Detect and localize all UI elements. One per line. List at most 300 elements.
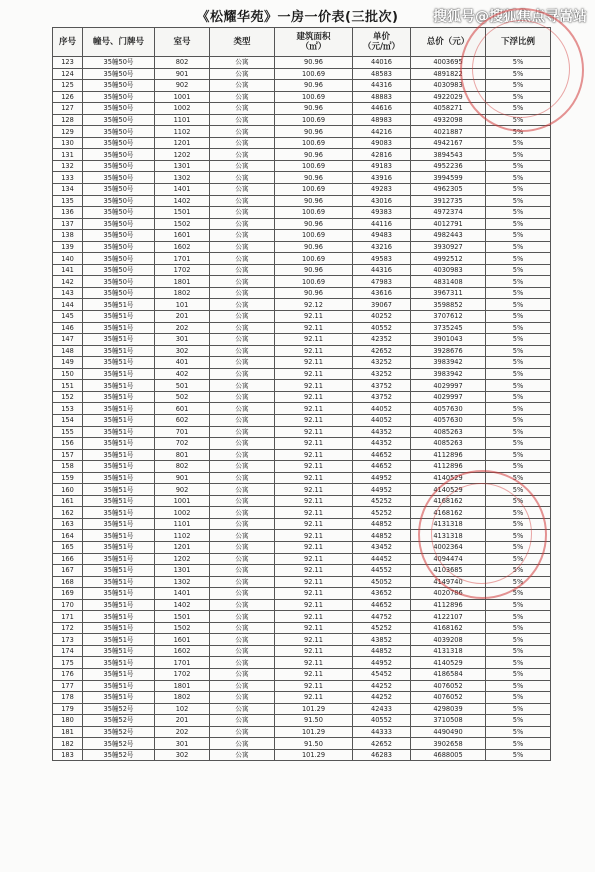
- cell-unit-price: 44252: [353, 692, 411, 704]
- cell-total-price: 4932098: [411, 114, 486, 126]
- table-row: [53, 518, 551, 530]
- cell-type: 公寓: [210, 322, 275, 334]
- cell-room: 302: [155, 345, 210, 357]
- cell-seq: 169: [53, 588, 83, 600]
- cell-seq: 173: [53, 634, 83, 646]
- cell-type: 公寓: [210, 495, 275, 507]
- cell-total-price: 4021887: [411, 126, 486, 138]
- cell-type: 公寓: [210, 149, 275, 161]
- cell-discount: 5%: [486, 137, 551, 149]
- cell-room: 1001: [155, 495, 210, 507]
- table-row: [53, 668, 551, 680]
- cell-area: 92.11: [275, 507, 353, 519]
- cell-discount: 5%: [486, 380, 551, 392]
- cell-building: 35幢51号: [83, 507, 155, 519]
- table-row: [53, 680, 551, 692]
- cell-type: 公寓: [210, 715, 275, 727]
- cell-area: 100.69: [275, 253, 353, 265]
- cell-type: 公寓: [210, 218, 275, 230]
- cell-unit-price: 44352: [353, 438, 411, 450]
- cell-type: 公寓: [210, 184, 275, 196]
- cell-unit-price: 43616: [353, 287, 411, 299]
- table-row: [53, 160, 551, 172]
- cell-total-price: 4298039: [411, 703, 486, 715]
- cell-total-price: 4140529: [411, 657, 486, 669]
- header-seq: 序号: [53, 28, 83, 57]
- cell-seq: 165: [53, 541, 83, 553]
- table-row: [53, 403, 551, 415]
- cell-building: 35幢51号: [83, 299, 155, 311]
- cell-area: 92.11: [275, 622, 353, 634]
- cell-building: 35幢50号: [83, 160, 155, 172]
- cell-building: 35幢50号: [83, 230, 155, 242]
- cell-type: 公寓: [210, 403, 275, 415]
- cell-seq: 162: [53, 507, 83, 519]
- cell-seq: 133: [53, 172, 83, 184]
- cell-room: 1501: [155, 207, 210, 219]
- cell-type: 公寓: [210, 357, 275, 369]
- cell-type: 公寓: [210, 391, 275, 403]
- cell-type: 公寓: [210, 368, 275, 380]
- cell-unit-price: 39067: [353, 299, 411, 311]
- cell-discount: 5%: [486, 414, 551, 426]
- cell-seq: 176: [53, 668, 83, 680]
- cell-seq: 156: [53, 438, 83, 450]
- cell-type: 公寓: [210, 518, 275, 530]
- cell-building: 35幢50号: [83, 68, 155, 80]
- cell-seq: 140: [53, 253, 83, 265]
- cell-room: 501: [155, 380, 210, 392]
- cell-discount: 5%: [486, 149, 551, 161]
- cell-building: 35幢50号: [83, 287, 155, 299]
- cell-building: 35幢50号: [83, 253, 155, 265]
- cell-unit-price: 44752: [353, 611, 411, 623]
- cell-building: 35幢51号: [83, 576, 155, 588]
- table-row: [53, 91, 551, 103]
- cell-room: 1601: [155, 230, 210, 242]
- cell-area: 92.11: [275, 391, 353, 403]
- cell-type: 公寓: [210, 57, 275, 69]
- cell-unit-price: 45252: [353, 495, 411, 507]
- cell-building: 35幢50号: [83, 218, 155, 230]
- cell-unit-price: 44952: [353, 484, 411, 496]
- cell-total-price: 3994599: [411, 172, 486, 184]
- cell-total-price: 4003695: [411, 57, 486, 69]
- cell-seq: 152: [53, 391, 83, 403]
- cell-area: 92.11: [275, 461, 353, 473]
- cell-building: 35幢51号: [83, 322, 155, 334]
- cell-unit-price: 44333: [353, 726, 411, 738]
- cell-area: 90.96: [275, 149, 353, 161]
- cell-discount: 5%: [486, 472, 551, 484]
- cell-type: 公寓: [210, 264, 275, 276]
- cell-seq: 132: [53, 160, 83, 172]
- cell-total-price: 4149740: [411, 576, 486, 588]
- cell-total-price: 4085263: [411, 426, 486, 438]
- header-discount: 下浮比例: [486, 28, 551, 57]
- cell-area: 100.69: [275, 207, 353, 219]
- cell-seq: 123: [53, 57, 83, 69]
- cell-room: 1401: [155, 184, 210, 196]
- cell-building: 35幢51号: [83, 357, 155, 369]
- cell-type: 公寓: [210, 207, 275, 219]
- cell-room: 801: [155, 449, 210, 461]
- cell-room: 1602: [155, 241, 210, 253]
- cell-building: 35幢50号: [83, 91, 155, 103]
- cell-seq: 137: [53, 218, 83, 230]
- cell-discount: 5%: [486, 403, 551, 415]
- cell-room: 1801: [155, 276, 210, 288]
- cell-total-price: 3707612: [411, 311, 486, 323]
- cell-seq: 134: [53, 184, 83, 196]
- cell-discount: 5%: [486, 530, 551, 542]
- table-row: [53, 438, 551, 450]
- cell-total-price: 3902658: [411, 738, 486, 750]
- cell-seq: 154: [53, 414, 83, 426]
- header-room: 室号: [155, 28, 210, 57]
- cell-area: 92.11: [275, 668, 353, 680]
- cell-unit-price: 44316: [353, 264, 411, 276]
- cell-unit-price: 44952: [353, 657, 411, 669]
- cell-type: 公寓: [210, 484, 275, 496]
- cell-discount: 5%: [486, 426, 551, 438]
- cell-total-price: 4490490: [411, 726, 486, 738]
- cell-building: 35幢51号: [83, 645, 155, 657]
- cell-seq: 180: [53, 715, 83, 727]
- table-row: [53, 126, 551, 138]
- cell-room: 1201: [155, 541, 210, 553]
- cell-unit-price: 45452: [353, 668, 411, 680]
- cell-area: 90.96: [275, 241, 353, 253]
- cell-building: 35幢52号: [83, 738, 155, 750]
- table-row: [53, 588, 551, 600]
- cell-building: 35幢52号: [83, 726, 155, 738]
- cell-discount: 5%: [486, 495, 551, 507]
- cell-building: 35幢51号: [83, 403, 155, 415]
- cell-area: 92.11: [275, 426, 353, 438]
- cell-unit-price: 44652: [353, 599, 411, 611]
- cell-discount: 5%: [486, 311, 551, 323]
- cell-unit-price: 42352: [353, 334, 411, 346]
- cell-area: 90.96: [275, 195, 353, 207]
- cell-room: 1402: [155, 599, 210, 611]
- cell-building: 35幢51号: [83, 599, 155, 611]
- cell-area: 92.11: [275, 634, 353, 646]
- cell-type: 公寓: [210, 287, 275, 299]
- cell-building: 35幢50号: [83, 149, 155, 161]
- table-row: [53, 530, 551, 542]
- table-row: [53, 195, 551, 207]
- cell-total-price: 4085263: [411, 438, 486, 450]
- cell-room: 901: [155, 68, 210, 80]
- cell-type: 公寓: [210, 195, 275, 207]
- table-row: [53, 495, 551, 507]
- cell-discount: 5%: [486, 126, 551, 138]
- cell-total-price: 4029997: [411, 380, 486, 392]
- cell-discount: 5%: [486, 195, 551, 207]
- cell-room: 301: [155, 334, 210, 346]
- cell-building: 35幢51号: [83, 380, 155, 392]
- cell-discount: 5%: [486, 299, 551, 311]
- cell-seq: 170: [53, 599, 83, 611]
- cell-building: 35幢51号: [83, 541, 155, 553]
- table-row: [53, 380, 551, 392]
- cell-discount: 5%: [486, 345, 551, 357]
- cell-total-price: 4131318: [411, 530, 486, 542]
- cell-type: 公寓: [210, 414, 275, 426]
- cell-unit-price: 44052: [353, 403, 411, 415]
- table-row: [53, 357, 551, 369]
- cell-discount: 5%: [486, 207, 551, 219]
- cell-seq: 149: [53, 357, 83, 369]
- cell-area: 92.11: [275, 553, 353, 565]
- cell-area: 91.50: [275, 715, 353, 727]
- cell-room: 1102: [155, 530, 210, 542]
- table-row: [53, 103, 551, 115]
- cell-seq: 175: [53, 657, 83, 669]
- cell-total-price: 4057630: [411, 403, 486, 415]
- cell-area: 90.96: [275, 80, 353, 92]
- cell-building: 35幢51号: [83, 368, 155, 380]
- table-row: [53, 749, 551, 761]
- cell-area: 92.11: [275, 484, 353, 496]
- cell-type: 公寓: [210, 507, 275, 519]
- table-row: [53, 634, 551, 646]
- cell-building: 35幢51号: [83, 495, 155, 507]
- cell-area: 92.11: [275, 368, 353, 380]
- table-row: [53, 565, 551, 577]
- cell-seq: 143: [53, 287, 83, 299]
- cell-unit-price: 45252: [353, 507, 411, 519]
- table-row: [53, 657, 551, 669]
- cell-discount: 5%: [486, 599, 551, 611]
- cell-area: 90.96: [275, 57, 353, 69]
- header-building: 幢号、门牌号: [83, 28, 155, 57]
- cell-discount: 5%: [486, 68, 551, 80]
- cell-type: 公寓: [210, 68, 275, 80]
- cell-discount: 5%: [486, 738, 551, 750]
- cell-total-price: 4992512: [411, 253, 486, 265]
- cell-unit-price: 43852: [353, 634, 411, 646]
- cell-discount: 5%: [486, 218, 551, 230]
- cell-total-price: 3735245: [411, 322, 486, 334]
- table-row: [53, 114, 551, 126]
- cell-type: 公寓: [210, 472, 275, 484]
- cell-discount: 5%: [486, 588, 551, 600]
- cell-total-price: 3710508: [411, 715, 486, 727]
- cell-room: 1502: [155, 218, 210, 230]
- cell-seq: 159: [53, 472, 83, 484]
- cell-room: 1702: [155, 264, 210, 276]
- cell-unit-price: 43016: [353, 195, 411, 207]
- cell-room: 402: [155, 368, 210, 380]
- cell-area: 92.11: [275, 657, 353, 669]
- cell-total-price: 3912735: [411, 195, 486, 207]
- cell-building: 35幢51号: [83, 518, 155, 530]
- cell-unit-price: 44252: [353, 680, 411, 692]
- cell-unit-price: 44452: [353, 553, 411, 565]
- cell-area: 92.11: [275, 611, 353, 623]
- cell-discount: 5%: [486, 553, 551, 565]
- cell-room: 1201: [155, 137, 210, 149]
- cell-unit-price: 44016: [353, 57, 411, 69]
- cell-seq: 164: [53, 530, 83, 542]
- table-row: [53, 345, 551, 357]
- cell-seq: 158: [53, 461, 83, 473]
- cell-seq: 136: [53, 207, 83, 219]
- cell-type: 公寓: [210, 311, 275, 323]
- cell-room: 902: [155, 484, 210, 496]
- cell-type: 公寓: [210, 241, 275, 253]
- cell-room: 902: [155, 80, 210, 92]
- cell-type: 公寓: [210, 692, 275, 704]
- cell-discount: 5%: [486, 172, 551, 184]
- cell-seq: 127: [53, 103, 83, 115]
- cell-room: 1302: [155, 576, 210, 588]
- cell-room: 1802: [155, 692, 210, 704]
- cell-discount: 5%: [486, 57, 551, 69]
- cell-seq: 171: [53, 611, 83, 623]
- cell-area: 92.11: [275, 449, 353, 461]
- cell-total-price: 4131318: [411, 518, 486, 530]
- cell-unit-price: 44552: [353, 565, 411, 577]
- cell-area: 92.11: [275, 380, 353, 392]
- cell-building: 35幢50号: [83, 195, 155, 207]
- cell-type: 公寓: [210, 622, 275, 634]
- cell-area: 100.69: [275, 137, 353, 149]
- table-row: [53, 137, 551, 149]
- cell-room: 1601: [155, 634, 210, 646]
- table-row: [53, 484, 551, 496]
- cell-total-price: 4076052: [411, 680, 486, 692]
- cell-unit-price: 44852: [353, 518, 411, 530]
- cell-area: 92.12: [275, 299, 353, 311]
- cell-seq: 182: [53, 738, 83, 750]
- cell-seq: 128: [53, 114, 83, 126]
- cell-total-price: 4168162: [411, 507, 486, 519]
- cell-unit-price: 43252: [353, 357, 411, 369]
- cell-unit-price: 42652: [353, 738, 411, 750]
- header-area: 建筑面积 （㎡）: [275, 28, 353, 57]
- cell-unit-price: 43752: [353, 391, 411, 403]
- cell-area: 92.11: [275, 472, 353, 484]
- cell-seq: 141: [53, 264, 83, 276]
- cell-room: 201: [155, 311, 210, 323]
- cell-room: 1702: [155, 668, 210, 680]
- cell-building: 35幢51号: [83, 657, 155, 669]
- cell-type: 公寓: [210, 137, 275, 149]
- cell-discount: 5%: [486, 253, 551, 265]
- cell-seq: 167: [53, 565, 83, 577]
- cell-type: 公寓: [210, 738, 275, 750]
- cell-total-price: 4982443: [411, 230, 486, 242]
- cell-type: 公寓: [210, 668, 275, 680]
- cell-discount: 5%: [486, 611, 551, 623]
- cell-room: 1301: [155, 160, 210, 172]
- table-row: [53, 276, 551, 288]
- cell-total-price: 3901043: [411, 334, 486, 346]
- table-body: [53, 57, 551, 761]
- cell-building: 35幢50号: [83, 207, 155, 219]
- table-row: [53, 553, 551, 565]
- cell-room: 1101: [155, 114, 210, 126]
- cell-total-price: 4039208: [411, 634, 486, 646]
- cell-building: 35幢51号: [83, 426, 155, 438]
- cell-building: 35幢51号: [83, 611, 155, 623]
- table-row: [53, 149, 551, 161]
- cell-seq: 139: [53, 241, 83, 253]
- cell-unit-price: 43252: [353, 368, 411, 380]
- cell-type: 公寓: [210, 657, 275, 669]
- cell-building: 35幢50号: [83, 241, 155, 253]
- cell-room: 702: [155, 438, 210, 450]
- cell-unit-price: 44052: [353, 414, 411, 426]
- table-row: [53, 322, 551, 334]
- cell-unit-price: 43652: [353, 588, 411, 600]
- cell-total-price: 4942167: [411, 137, 486, 149]
- cell-unit-price: 44952: [353, 472, 411, 484]
- cell-seq: 126: [53, 91, 83, 103]
- table-row: [53, 311, 551, 323]
- watermark-text: 搜狐号@搜狐焦点寻嵩站: [433, 9, 587, 25]
- cell-area: 92.11: [275, 692, 353, 704]
- cell-total-price: 3928676: [411, 345, 486, 357]
- cell-unit-price: 44852: [353, 645, 411, 657]
- cell-area: 90.96: [275, 218, 353, 230]
- cell-area: 90.96: [275, 103, 353, 115]
- cell-total-price: 3983942: [411, 357, 486, 369]
- cell-discount: 5%: [486, 276, 551, 288]
- cell-seq: 181: [53, 726, 83, 738]
- cell-unit-price: 49283: [353, 184, 411, 196]
- cell-seq: 124: [53, 68, 83, 80]
- cell-room: 202: [155, 322, 210, 334]
- cell-area: 100.69: [275, 68, 353, 80]
- cell-area: 92.11: [275, 565, 353, 577]
- cell-room: 401: [155, 357, 210, 369]
- cell-seq: 145: [53, 311, 83, 323]
- cell-seq: 163: [53, 518, 83, 530]
- cell-total-price: 4002364: [411, 541, 486, 553]
- cell-type: 公寓: [210, 172, 275, 184]
- cell-type: 公寓: [210, 91, 275, 103]
- cell-room: 101: [155, 299, 210, 311]
- cell-room: 601: [155, 403, 210, 415]
- cell-type: 公寓: [210, 461, 275, 473]
- cell-total-price: 4891822: [411, 68, 486, 80]
- cell-seq: 130: [53, 137, 83, 149]
- table-row: [53, 622, 551, 634]
- cell-unit-price: 46283: [353, 749, 411, 761]
- cell-type: 公寓: [210, 334, 275, 346]
- cell-total-price: 4140529: [411, 472, 486, 484]
- cell-discount: 5%: [486, 368, 551, 380]
- cell-type: 公寓: [210, 680, 275, 692]
- cell-type: 公寓: [210, 749, 275, 761]
- cell-total-price: 4922029: [411, 91, 486, 103]
- cell-building: 35幢51号: [83, 634, 155, 646]
- cell-building: 35幢51号: [83, 449, 155, 461]
- cell-total-price: 4972374: [411, 207, 486, 219]
- cell-unit-price: 45252: [353, 622, 411, 634]
- table-row: [53, 461, 551, 473]
- cell-seq: 125: [53, 80, 83, 92]
- cell-total-price: 3930927: [411, 241, 486, 253]
- cell-area: 100.69: [275, 91, 353, 103]
- cell-type: 公寓: [210, 634, 275, 646]
- cell-building: 35幢51号: [83, 438, 155, 450]
- cell-discount: 5%: [486, 692, 551, 704]
